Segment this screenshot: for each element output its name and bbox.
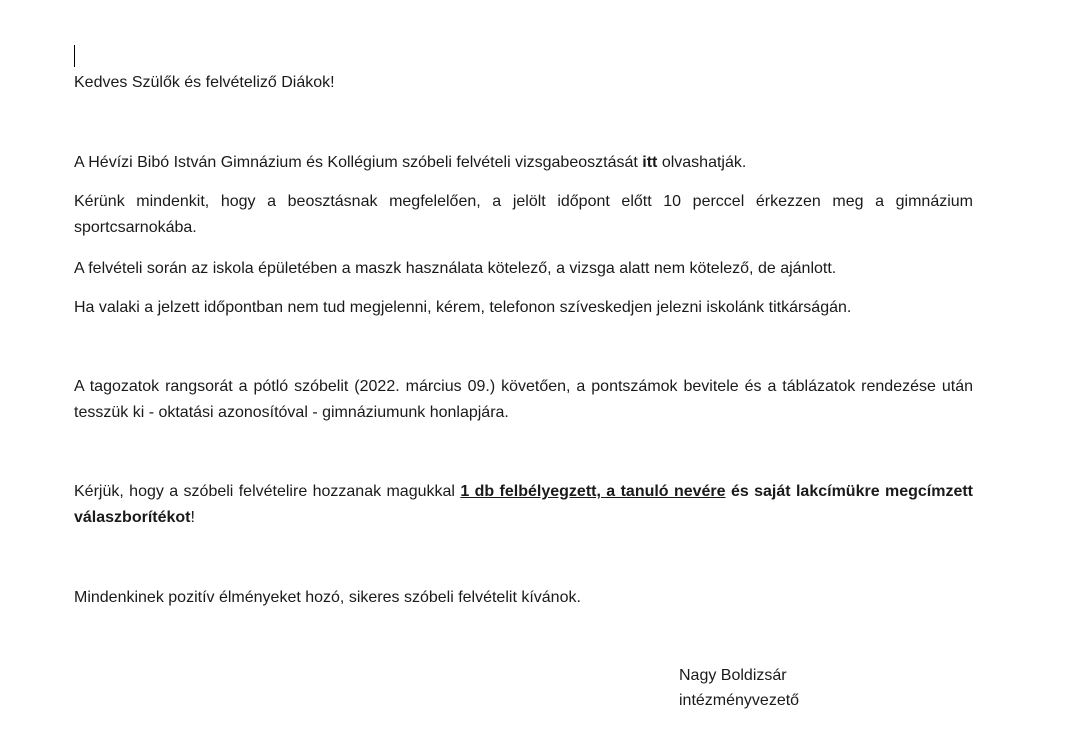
paragraph-envelope-end: !: [190, 509, 195, 526]
paragraph-ranking: A tagozatok rangsorát a pótló szóbelit (2022. március 09.) követően, a pontszámok bevitele és a táblázatok rendezése után tesszük ki - oktatási azonosítóval - gimnáziumunk honlapjára.: [74, 378, 973, 421]
envelope-underlined-text: 1 db felbélyegzett, a tanuló nevére: [460, 483, 726, 500]
paragraph-envelope: [74, 479, 973, 531]
paragraph-schedule-text-end: olvashatják.: [657, 154, 747, 171]
paragraph-envelope-text: Kérjük, hogy a szóbeli felvételire hozzanak magukkal: [74, 483, 461, 500]
envelope-bold-text: és saját lakcímükre megcímzett válaszborítékot: [74, 483, 973, 526]
greeting: Kedves Szülők és felvételiző Diákok!: [74, 74, 335, 91]
paragraph-schedule: [74, 150, 746, 176]
signature-title: intézményvezető: [679, 692, 800, 709]
paragraph-arrival: Kérünk mindenkit, hogy a beosztásnak megfelelően, a jelölt időpont előtt 10 perccel érkezzen meg a gimnázium sportcsarnokába.: [74, 193, 973, 236]
paragraph-mask: A felvételi során az iskola épületében a maszk használata kötelező, a vizsga alatt nem kötelező, de ajánlott.: [74, 260, 837, 277]
paragraph-wishes: Mindenkinek pozitív élményeket hozó, sikeres szóbeli felvételit kívánok.: [74, 589, 581, 606]
text-cursor: [74, 45, 75, 67]
paragraph-absence: Ha valaki a jelzett időpontban nem tud megjelenni, kérem, telefonon szíveskedjen jelezni iskolánk titkárságán.: [74, 299, 852, 316]
paragraph-schedule-text: A Hévízi Bibó István Gimnázium és Kollégium szóbeli felvételi vizsgabeosztását: [74, 154, 643, 171]
signature-name: Nagy Boldizsár: [679, 667, 787, 684]
schedule-link[interactable]: itt: [642, 154, 658, 171]
